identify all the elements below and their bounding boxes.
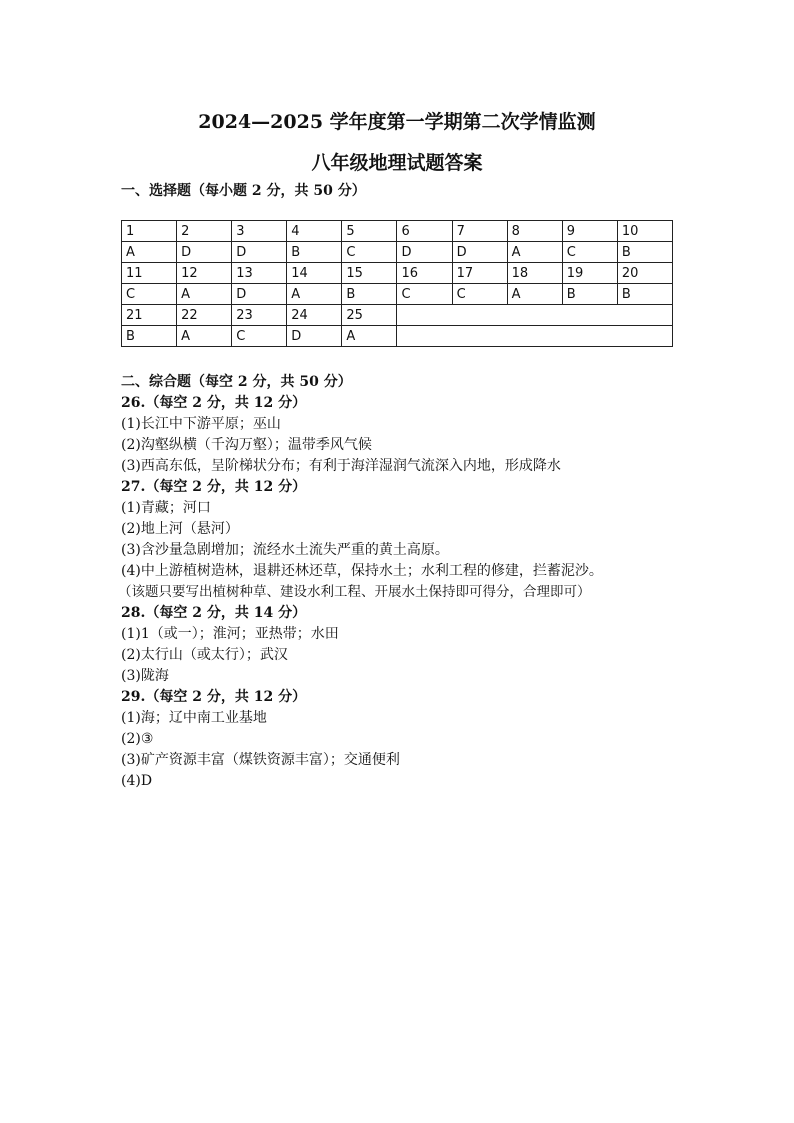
answer-cell: A (287, 284, 342, 305)
answer-cell: C (232, 326, 287, 347)
answer-cell: B (342, 284, 397, 305)
question-number-cell: 1 (122, 221, 177, 242)
answer-cell: C (397, 284, 452, 305)
scoring-note: （该题只要写出植树种草、建设水利工程、开展水土保持即可得分，合理即可） (118, 584, 591, 600)
question-29-heading: 29.（每空 2 分，共 12 分） (121, 689, 307, 705)
answer-line: (1)1（或一）；淮河；亚热带；水田 (121, 626, 339, 642)
answer-cell: A (507, 284, 562, 305)
question-26-heading: 26.（每空 2 分，共 12 分） (121, 395, 307, 411)
question-28-heading: 28.（每空 2 分，共 14 分） (121, 605, 307, 621)
answer-cell: A (177, 326, 232, 347)
answer-cell: B (287, 242, 342, 263)
answer-cell: B (122, 326, 177, 347)
question-number-cell: 13 (232, 263, 287, 284)
answer-cell: C (122, 284, 177, 305)
answer-line: (2)地上河（悬河） (121, 521, 239, 537)
section-multiple-choice-heading: 一、选择题（每小题 2 分，共 50 分） (121, 183, 366, 199)
answer-cell: B (562, 284, 617, 305)
answer-cell: C (562, 242, 617, 263)
question-number-cell: 12 (177, 263, 232, 284)
question-27-heading: 27.（每空 2 分，共 12 分） (121, 479, 307, 495)
answer-line: (1)长江中下游平原；巫山 (121, 416, 281, 432)
answer-line: (1)海；辽中南工业基地 (121, 710, 267, 726)
question-number-cell: 15 (342, 263, 397, 284)
question-number-cell: 18 (507, 263, 562, 284)
answer-cell: D (177, 242, 232, 263)
answer-cell: D (232, 242, 287, 263)
answer-cell: D (397, 242, 452, 263)
document-title: 2024—2025 学年度第一学期第二次学情监测 (198, 111, 596, 133)
document-subtitle: 八年级地理试题答案 (311, 152, 483, 174)
multiple-choice-answer-table (121, 220, 673, 347)
answer-line: (3)西高东低，呈阶梯状分布；有利于海洋湿润气流深入内地，形成降水 (121, 458, 561, 474)
table-row (122, 284, 673, 305)
table-row (122, 242, 673, 263)
table-row (122, 221, 673, 242)
question-number-cell: 22 (177, 305, 232, 326)
question-number-cell: 3 (232, 221, 287, 242)
question-number-cell: 21 (122, 305, 177, 326)
section-comprehensive-heading: 二、综合题（每空 2 分，共 50 分） (121, 374, 352, 390)
answer-cell: B (617, 242, 672, 263)
question-number-cell: 8 (507, 221, 562, 242)
answer-line: (3)陇海 (121, 668, 169, 684)
question-number-cell: 19 (562, 263, 617, 284)
answer-line: (3)含沙量急剧增加；流经水土流失严重的黄土高原。 (121, 542, 449, 558)
question-number-cell: 17 (452, 263, 507, 284)
answer-cell: A (342, 326, 397, 347)
question-number-cell: 2 (177, 221, 232, 242)
question-number-cell: 6 (397, 221, 452, 242)
answer-line: (2)太行山（或太行）；武汉 (121, 647, 288, 663)
question-number-cell: 5 (342, 221, 397, 242)
question-number-cell: 9 (562, 221, 617, 242)
table-row (122, 326, 673, 347)
question-number-cell: 20 (617, 263, 672, 284)
question-number-cell: 11 (122, 263, 177, 284)
comprehensive-answers (118, 372, 701, 792)
answer-cell: D (232, 284, 287, 305)
empty-merged-cell (397, 305, 673, 326)
question-number-cell: 4 (287, 221, 342, 242)
answer-cell: D (452, 242, 507, 263)
table-row (122, 263, 673, 284)
answer-line: (4)D (121, 773, 153, 789)
question-number-cell: 10 (617, 221, 672, 242)
answer-cell: D (287, 326, 342, 347)
question-number-cell: 24 (287, 305, 342, 326)
answer-cell: A (122, 242, 177, 263)
empty-merged-cell (397, 326, 673, 347)
question-number-cell: 16 (397, 263, 452, 284)
question-number-cell: 14 (287, 263, 342, 284)
answer-cell: A (177, 284, 232, 305)
table-row (122, 305, 673, 326)
question-number-cell: 23 (232, 305, 287, 326)
answer-line: (3)矿产资源丰富（煤铁资源丰富）；交通便利 (121, 752, 400, 768)
answer-line: (4)中上游植树造林，退耕还林还草，保持水土；水利工程的修建，拦蓄泥沙。 (121, 563, 603, 579)
answer-cell: A (507, 242, 562, 263)
answer-cell: C (342, 242, 397, 263)
question-number-cell: 7 (452, 221, 507, 242)
answer-line: (2)③ (121, 731, 154, 747)
answer-cell: B (617, 284, 672, 305)
answer-line: (1)青藏；河口 (121, 500, 211, 516)
answer-line: (2)沟壑纵横（千沟万壑）；温带季风气候 (121, 437, 372, 453)
question-number-cell: 25 (342, 305, 397, 326)
answer-cell: C (452, 284, 507, 305)
